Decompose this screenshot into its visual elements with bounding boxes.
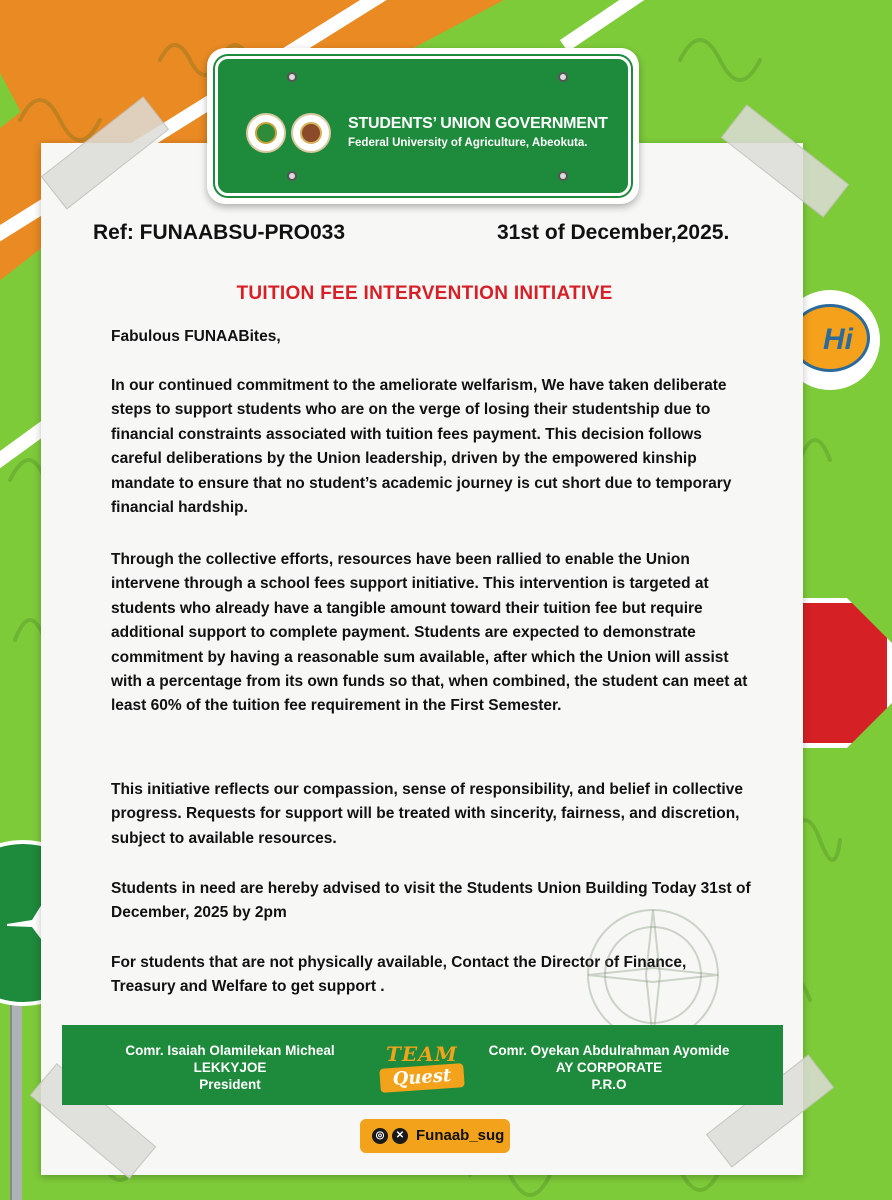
- university-crest-icon: [246, 113, 286, 153]
- team-quest-logo: [380, 1040, 466, 1092]
- left-signatory-role: President: [199, 1077, 261, 1092]
- left-signatory-name: Comr. Isaiah Olamilekan Micheal: [125, 1043, 335, 1058]
- hi-text: Hi: [823, 323, 853, 356]
- paragraph-2: Through the collective efforts, resources have been rallied to enable the Union intervene through a school fees support initiative. This intervention is targeted at students who already have a tangible amount toward their tuition fee but require additional support to complete payment. Students are expected to demonstrate commitment by having a reasonable sum available, after which the Union will assist with a percentage from its own funds so that, when combined, the student can meet at least 60% of the tuition fee requirement in the First Semester.: [111, 551, 748, 715]
- paragraph-4: Students in need are hereby advised to visit the Students Union Building Today 31st of December, 2025 by 2pm: [111, 880, 751, 922]
- bolt-icon: [287, 171, 297, 181]
- paragraph-5: For students that are not physically available, Contact the Director of Finance, Treasury and Welfare to get support .: [111, 954, 687, 996]
- header-sign-panel: [215, 56, 631, 196]
- paragraph-3: This initiative reflects our compassion, sense of responsibility, and belief in collective progress. Requests for support will be treated with sincerity, fairness, and discretion, subject to available resources.: [111, 781, 743, 847]
- left-signatory: [105, 1042, 355, 1093]
- right-signatory-role: P.R.O: [591, 1077, 627, 1092]
- social-handle-badge[interactable]: [360, 1119, 510, 1153]
- right-signatory: [478, 1042, 740, 1093]
- left-signatory-alias: LEKKYJOE: [193, 1060, 267, 1075]
- sug-crest-icon: [291, 113, 331, 153]
- bolt-icon: [287, 72, 297, 82]
- sug-title: STUDENTS’ UNION GOVERNMENT: [348, 115, 608, 132]
- social-handle-text: Funaab_sug: [416, 1127, 505, 1144]
- reference-number: Ref: FUNAABSU-PRO033: [93, 221, 346, 244]
- bolt-icon: [558, 171, 568, 181]
- letter-date: 31st of December,2025.: [497, 221, 730, 244]
- team-logo-top: TEAM: [386, 1042, 458, 1066]
- header-sign: [207, 48, 639, 204]
- instagram-icon: ◎: [372, 1128, 388, 1144]
- bolt-icon: [558, 72, 568, 82]
- salutation: Fabulous FUNAABites,: [111, 328, 281, 345]
- right-signatory-name: Comr. Oyekan Abdulrahman Ayomide: [488, 1043, 730, 1058]
- team-logo-bottom: Quest: [379, 1063, 464, 1093]
- sign-pole-decoration: [10, 1000, 22, 1200]
- right-signatory-alias: AY CORPORATE: [555, 1060, 663, 1075]
- sug-subtitle: Federal University of Agriculture, Abeokuta.: [348, 137, 588, 149]
- x-icon: ✕: [392, 1128, 408, 1144]
- paragraph-1: In our continued commitment to the ameliorate welfarism, We have taken deliberate steps to support students who are on the verge of losing their studentship due to financial constraints associated with tuition fees payment. This decision follows careful deliberations by the Union leadership, driven by the empowered kinship mandate to ensure that no student’s academic journey is cut short due to temporary financial hardship.: [111, 377, 732, 517]
- letter-heading: TUITION FEE INTERVENTION INITIATIVE: [236, 283, 613, 304]
